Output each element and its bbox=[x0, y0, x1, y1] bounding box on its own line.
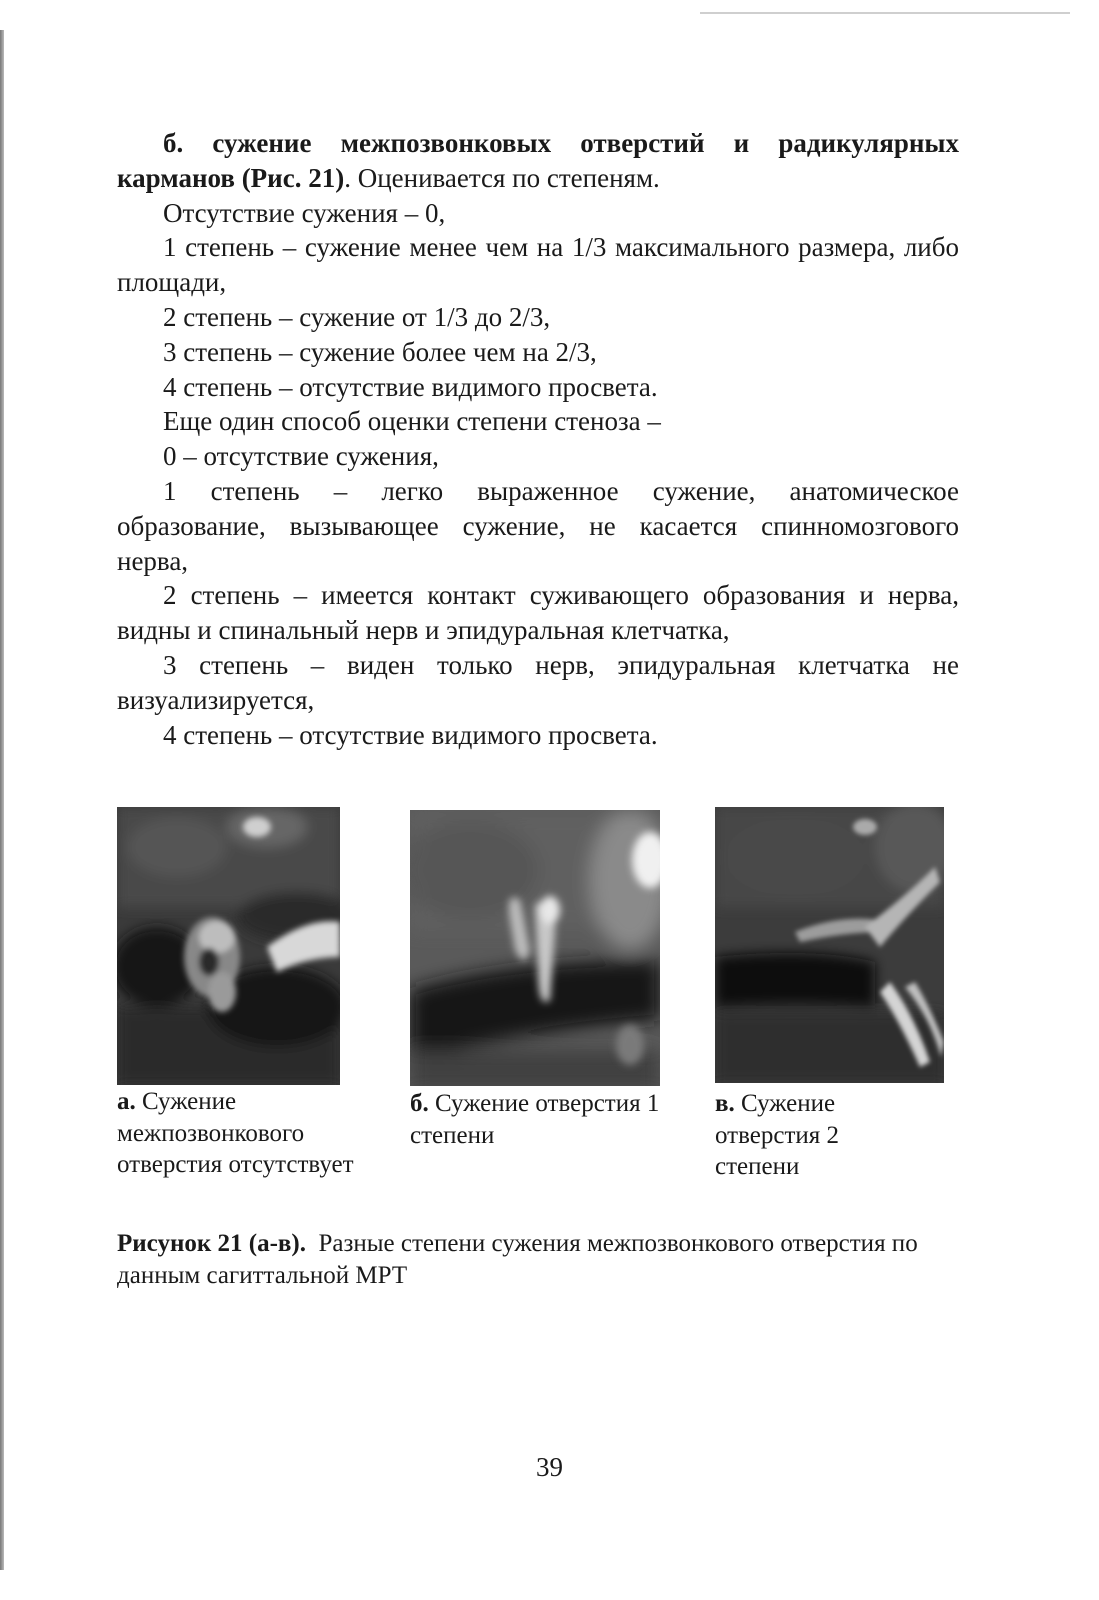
figure-caption-label: Рисунок 21 (а-в). bbox=[117, 1230, 306, 1257]
paragraph-line: 4 степень – отсутствие видимого просвета. bbox=[163, 371, 658, 402]
page-edge-top bbox=[700, 12, 1070, 14]
paragraph-line: 1 степень – сужение менее чем на 1/3 максимального размера, либо площади, bbox=[117, 232, 959, 298]
page-edge bbox=[0, 30, 4, 1570]
paragraph-line: 3 степень – сужение более чем на 2/3, bbox=[163, 336, 597, 367]
panel-caption-a bbox=[117, 1086, 357, 1181]
heading-rest: . Оценивается по степеням. bbox=[344, 162, 660, 193]
figure-caption bbox=[117, 1228, 937, 1291]
paragraph-line: 1 степень – легко выраженное сужение, анатомическое образование, вызывающее сужение, не касается спинномозгового нерва, bbox=[117, 475, 959, 576]
mri-image-c bbox=[715, 807, 944, 1083]
section-heading bbox=[117, 126, 959, 196]
paragraph-line: 2 степень – имеется контакт суживающего образования и нерва, видны и спинальный нерв и эпидуральная клетчатка, bbox=[117, 580, 959, 646]
body-text bbox=[117, 126, 959, 752]
paragraph-line: 0 – отсутствие сужения, bbox=[163, 441, 439, 472]
mri-image-b bbox=[410, 810, 660, 1086]
panel-letter: в. bbox=[715, 1090, 735, 1117]
panel-text: Сужение отверстия 1 степени bbox=[410, 1090, 660, 1149]
page-number: 39 bbox=[536, 1452, 563, 1482]
figure-reference: (Рис. 21) bbox=[241, 162, 345, 193]
figure-caption-text: Разные степени сужения межпозвонкового отверстия по данным сагиттальной МРТ bbox=[117, 1230, 918, 1289]
paragraph-line: Еще один способ оценки степени стеноза – bbox=[163, 406, 661, 437]
heading-bold-text: б. сужение межпозвонковых отверстий и радикулярных карманов bbox=[117, 128, 959, 193]
panel-text: Сужение отверстия 2 степени bbox=[715, 1090, 839, 1180]
paragraph-line: Отсутствие сужения – 0, bbox=[163, 197, 446, 228]
panel-caption-b bbox=[410, 1088, 690, 1151]
paragraph-line: 2 степень – сужение от 1/3 до 2/3, bbox=[163, 301, 551, 332]
panel-caption-c bbox=[715, 1088, 875, 1183]
paragraph-line: 4 степень – отсутствие видимого просвета. bbox=[163, 719, 658, 750]
panel-letter: а. bbox=[117, 1088, 136, 1115]
mri-image-a bbox=[117, 807, 340, 1085]
paragraph-line: 3 степень – виден только нерв, эпидуральная клетчатка не визуализируется, bbox=[117, 649, 959, 715]
panel-text: Сужение межпозвонкового отверстия отсутствует bbox=[117, 1088, 354, 1178]
panel-letter: б. bbox=[410, 1090, 429, 1117]
